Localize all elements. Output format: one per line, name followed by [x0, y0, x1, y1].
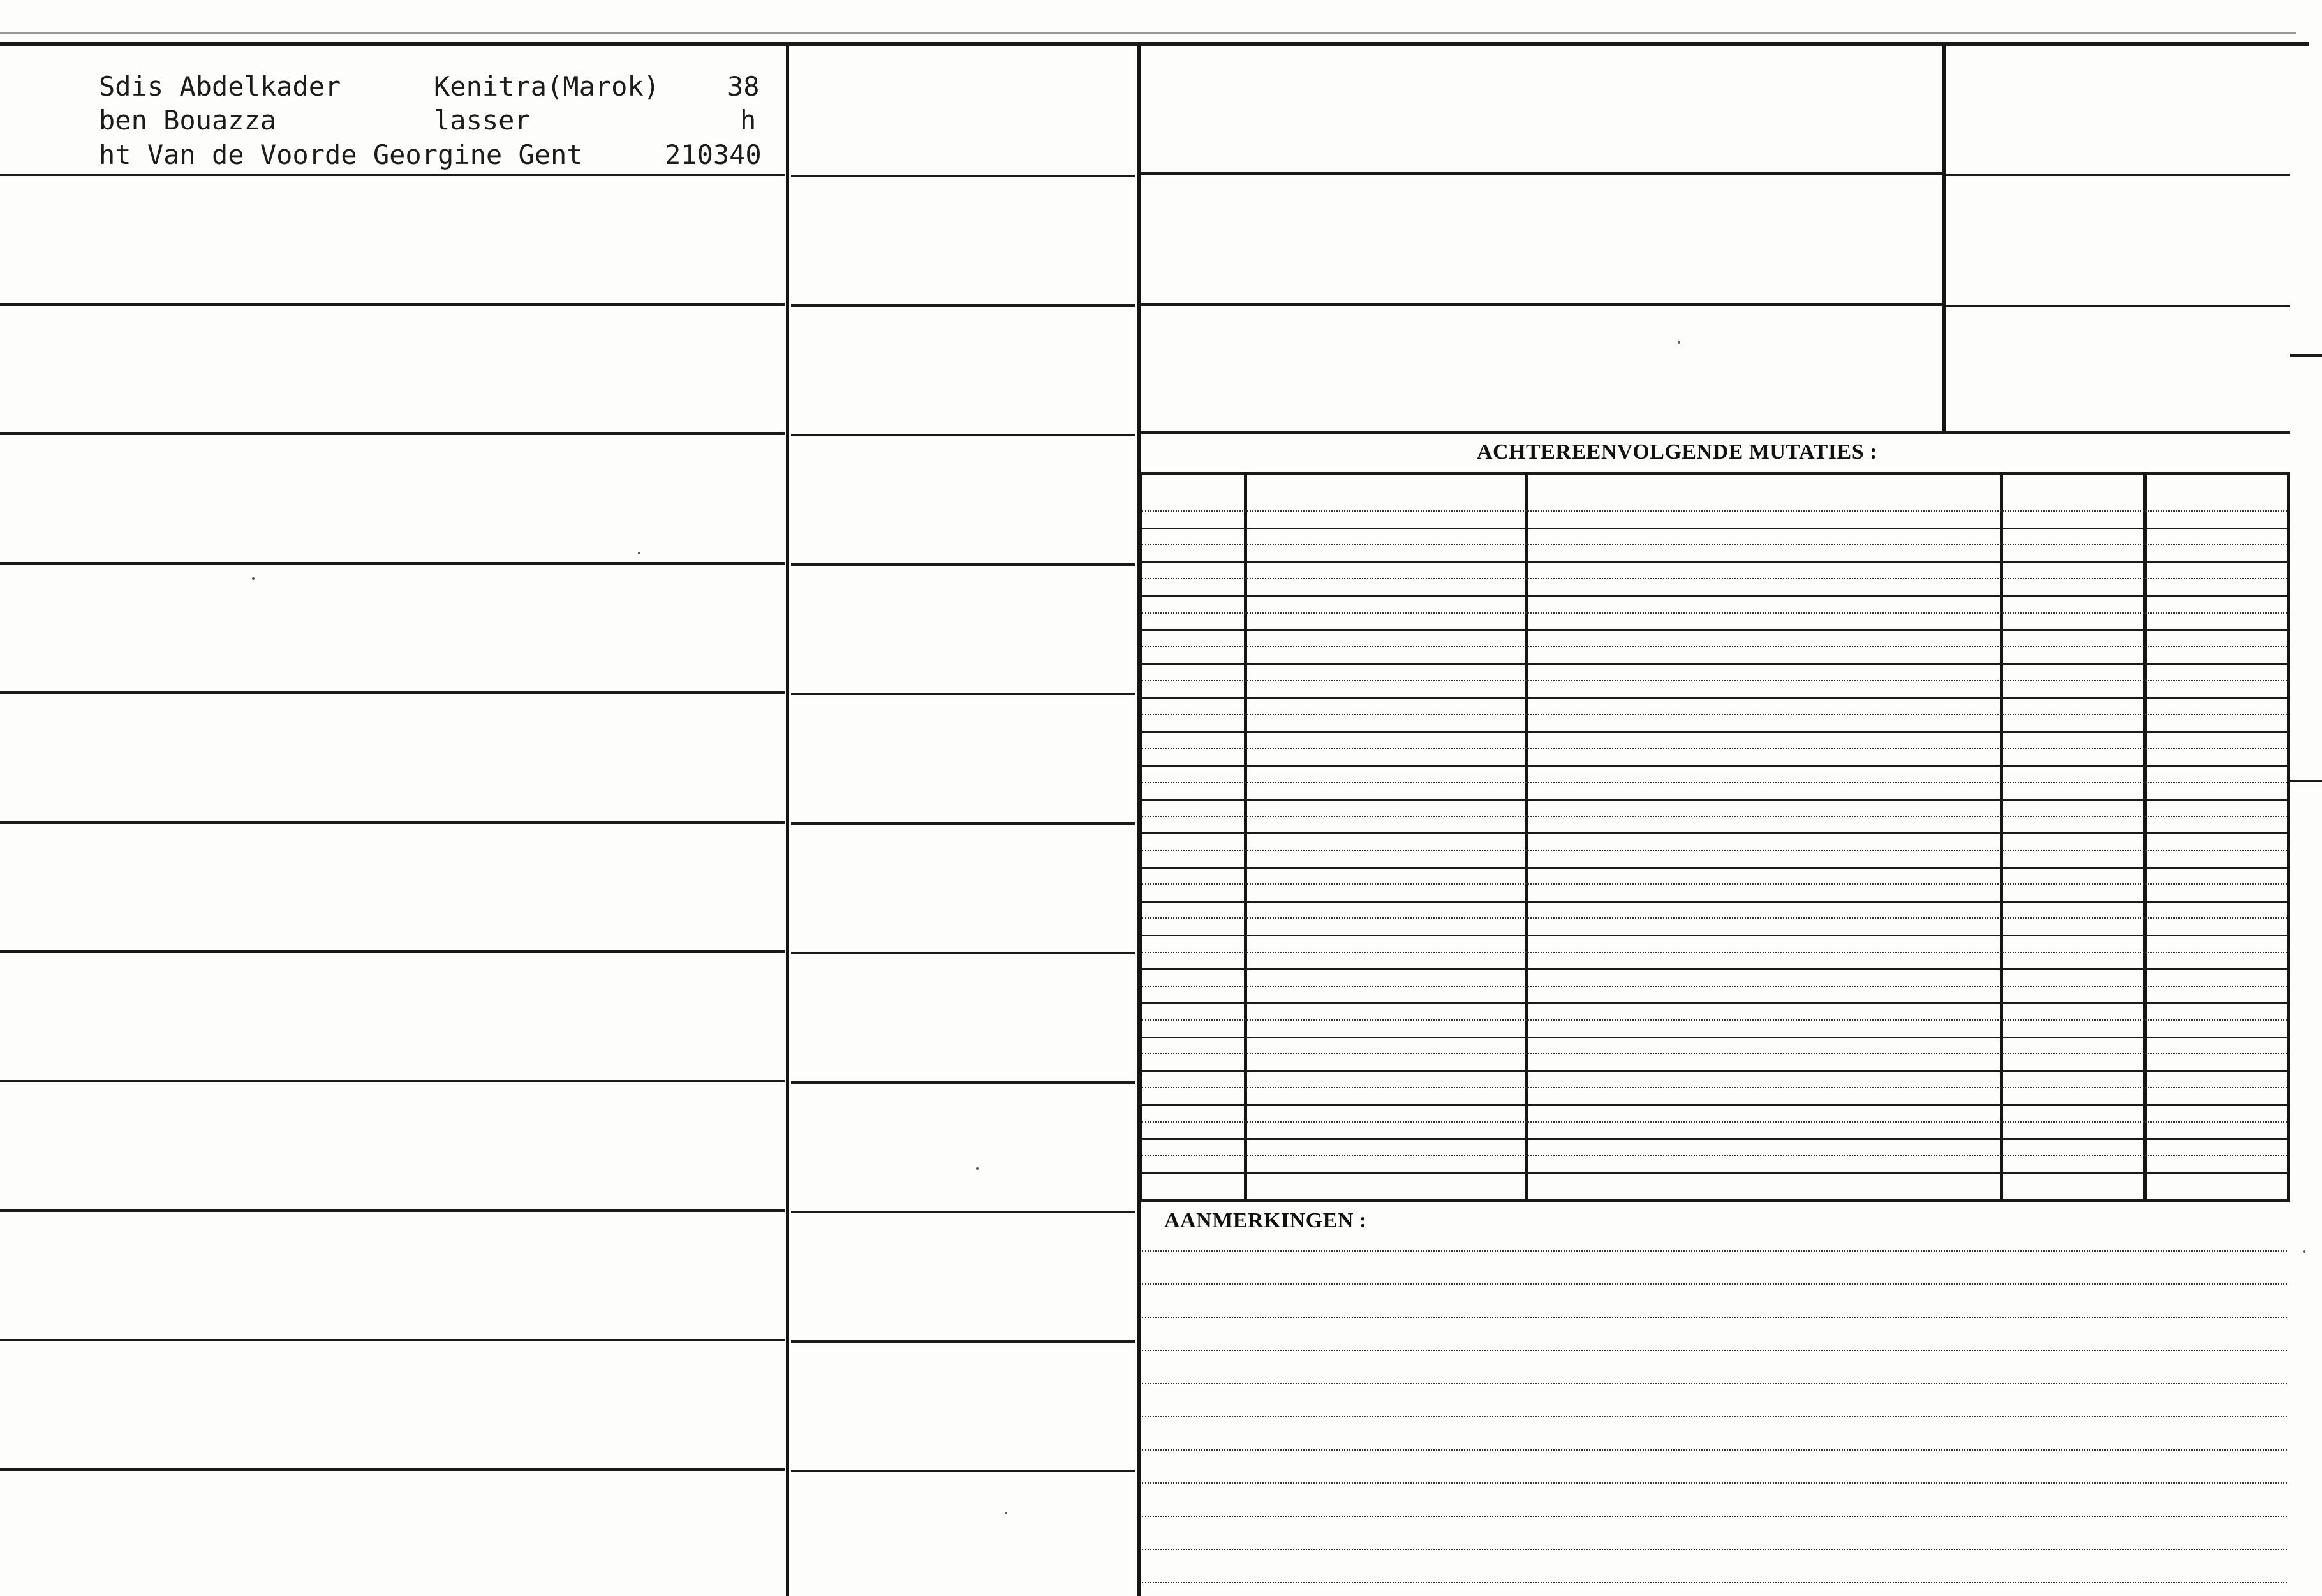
- mutations-row-rule: [1142, 1104, 2287, 1106]
- mutations-row-rule: [1142, 1037, 2287, 1038]
- right-upper-rule-2: [1141, 303, 1944, 306]
- middle-row-rule: [791, 434, 1135, 436]
- scan-speck: [2303, 1250, 2305, 1253]
- record-occupation: lasser: [434, 105, 531, 136]
- right-upper-divider: [1942, 45, 1946, 431]
- mutations-row-rule: [1142, 629, 2287, 631]
- mutations-row-dotted: [1142, 986, 2287, 987]
- left-row-rule: [0, 174, 785, 176]
- middle-row-rule: [791, 1340, 1135, 1343]
- middle-row-rule: [791, 1081, 1135, 1084]
- mutations-row-rule: [1142, 663, 2287, 665]
- mutations-row-dotted: [1142, 850, 2287, 851]
- middle-row-rule: [791, 952, 1135, 954]
- remarks-line: [1142, 1482, 2287, 1484]
- mutations-row-dotted: [1142, 680, 2287, 681]
- record-date: 210340: [665, 139, 762, 170]
- left-row-rule: [0, 303, 785, 306]
- left-row-rule: [0, 1468, 785, 1471]
- remarks-line: [1142, 1383, 2287, 1384]
- remarks-line: [1142, 1416, 2287, 1417]
- mutations-column-line: [1525, 472, 1528, 1199]
- left-row-rule: [0, 432, 785, 435]
- mutations-row-rule: [1142, 832, 2287, 834]
- mutations-row-dotted: [1142, 646, 2287, 647]
- scan-speck: [638, 552, 640, 554]
- middle-row-rule: [791, 1470, 1135, 1472]
- mutations-column-line: [2143, 472, 2147, 1199]
- mutations-row-dotted: [1142, 612, 2287, 614]
- remarks-line: [1142, 1283, 2287, 1285]
- mutations-row-dotted: [1142, 1087, 2287, 1088]
- mutations-row-rule: [1142, 1070, 2287, 1072]
- top-faint-rule: [0, 32, 2296, 34]
- left-row-rule: [0, 562, 785, 565]
- mutations-row-dotted: [1142, 883, 2287, 885]
- mutations-row-rule: [1142, 968, 2287, 970]
- mutations-bottom-rule: [1141, 1199, 2290, 1202]
- scan-speck: [1678, 341, 1680, 344]
- mutations-header-rule: [1141, 472, 2290, 475]
- remarks-heading: AANMERKINGEN :: [1164, 1209, 1367, 1232]
- mutations-row-rule: [1142, 901, 2287, 903]
- mutations-row-rule: [1142, 1138, 2287, 1140]
- mutations-row-rule: [1142, 1172, 2287, 1174]
- margin-tick-2: [2290, 780, 2322, 782]
- left-row-rule: [0, 950, 785, 953]
- mutations-heading: ACHTEREENVOLGENDE MUTATIES :: [1477, 440, 1877, 464]
- record-code-2: h: [740, 105, 757, 136]
- mutations-row-dotted: [1142, 1155, 2287, 1156]
- right-upper-rule-1b: [1946, 174, 2290, 176]
- left-grid-divider: [786, 45, 789, 1596]
- mutations-row-dotted: [1142, 782, 2287, 783]
- record-name: Sdis Abdelkader: [99, 71, 341, 102]
- mutations-row-dotted: [1142, 578, 2287, 579]
- scan-speck: [976, 1167, 979, 1170]
- mutations-column-line: [1244, 472, 1247, 1199]
- remarks-line: [1142, 1350, 2287, 1351]
- right-upper-rule-2b: [1946, 305, 2290, 307]
- remarks-line: [1142, 1317, 2287, 1318]
- mutations-column-line: [2287, 472, 2290, 1199]
- mutations-column-line: [2000, 472, 2003, 1199]
- middle-row-rule: [791, 822, 1135, 825]
- mutations-row-dotted: [1142, 917, 2287, 919]
- top-heavy-rule-left: [0, 42, 651, 46]
- left-row-rule: [0, 821, 785, 824]
- top-heavy-rule-right: [651, 42, 2309, 46]
- mutations-row-rule: [1142, 765, 2287, 767]
- mutations-row-rule: [1142, 595, 2287, 597]
- mutations-row-rule: [1142, 528, 2287, 529]
- mutations-row-dotted: [1142, 1053, 2287, 1054]
- mutations-column-line: [1139, 472, 1142, 1199]
- mutations-row-dotted: [1142, 952, 2287, 953]
- mutations-row-rule: [1142, 731, 2287, 733]
- middle-row-rule: [791, 1211, 1135, 1213]
- remarks-line: [1142, 1250, 2287, 1252]
- mutations-row-dotted: [1142, 1121, 2287, 1123]
- remarks-line: [1142, 1516, 2287, 1517]
- mutations-row-dotted: [1142, 544, 2287, 545]
- record-name-continued: ben Bouazza: [99, 105, 277, 136]
- left-row-rule: [0, 1209, 785, 1212]
- middle-row-rule: [791, 175, 1135, 177]
- record-birthplace: Kenitra(Marok): [434, 71, 660, 102]
- middle-row-rule: [791, 304, 1135, 307]
- mutations-row-dotted: [1142, 510, 2287, 512]
- mutations-row-dotted: [1142, 714, 2287, 715]
- middle-row-rule: [791, 563, 1135, 566]
- mutations-row-rule: [1142, 799, 2287, 801]
- mutations-row-dotted: [1142, 748, 2287, 749]
- scan-speck: [252, 577, 255, 580]
- mutations-row-dotted: [1142, 816, 2287, 817]
- left-row-rule: [0, 1339, 785, 1341]
- remarks-line: [1142, 1449, 2287, 1451]
- mutations-row-rule: [1142, 561, 2287, 563]
- record-spouse-line: ht Van de Voorde Georgine Gent: [99, 139, 583, 170]
- scan-speck: [1005, 1512, 1007, 1514]
- mutations-row-rule: [1142, 935, 2287, 936]
- remarks-line: [1142, 1549, 2287, 1550]
- margin-tick-1: [2290, 354, 2322, 357]
- left-row-rule: [0, 691, 785, 694]
- mutations-row-rule: [1142, 697, 2287, 699]
- mutations-top-rule: [1141, 431, 2290, 434]
- mutations-row-rule: [1142, 867, 2287, 869]
- record-code-1: 38: [727, 71, 760, 102]
- mutations-row-rule: [1142, 1002, 2287, 1004]
- right-upper-rule-1: [1141, 172, 1944, 175]
- left-row-rule: [0, 1080, 785, 1082]
- remarks-line: [1142, 1582, 2287, 1583]
- top-header-strip: [0, 0, 2322, 38]
- middle-row-rule: [791, 693, 1135, 695]
- mutations-row-dotted: [1142, 1019, 2287, 1021]
